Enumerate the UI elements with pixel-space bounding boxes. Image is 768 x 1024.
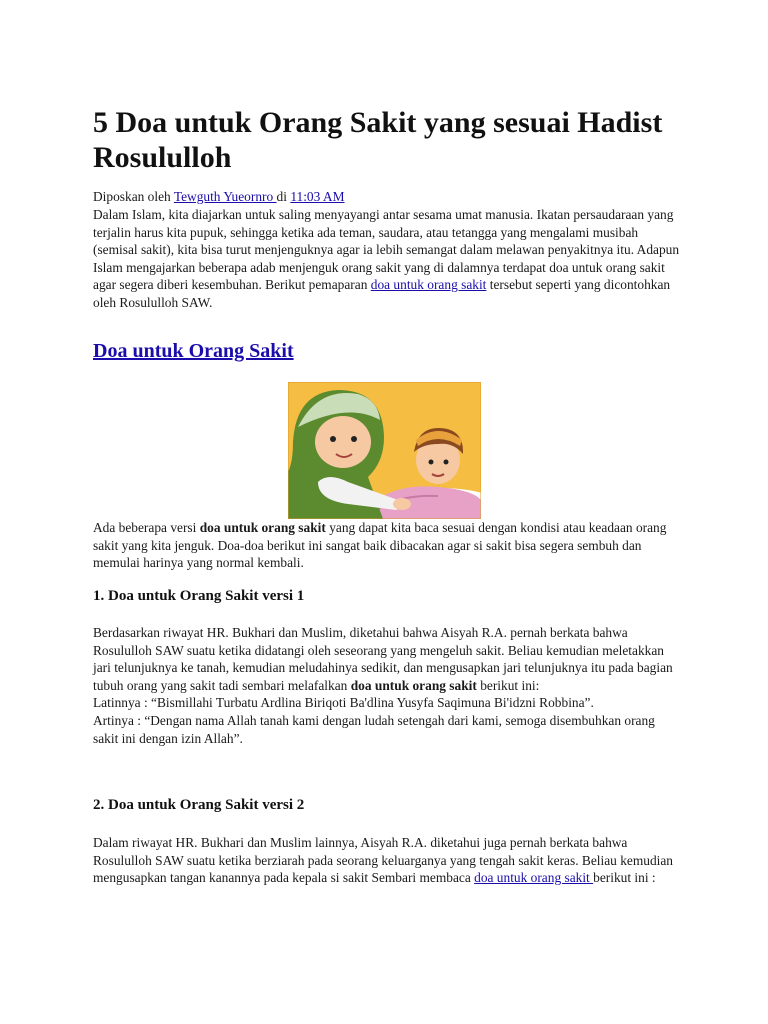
v2-text-2: berikut ini : bbox=[593, 870, 656, 886]
para2-bold: doa untuk orang sakit bbox=[199, 520, 326, 535]
author-link[interactable]: Tewguth Yueornro bbox=[173, 189, 277, 204]
post-time-link[interactable]: 11:03 AM bbox=[290, 189, 345, 204]
version1-heading: 1. Doa untuk Orang Sakit versi 1 bbox=[93, 588, 305, 604]
para2-text-1: Ada beberapa versi bbox=[93, 520, 200, 535]
page-title: 5 Doa untuk Orang Sakit yang sesuai Hadist Rosululloh bbox=[93, 106, 663, 174]
v1-text-2: berikut ini: bbox=[476, 677, 540, 693]
version2-paragraph bbox=[93, 834, 683, 887]
v1-bold: doa untuk orang sakit bbox=[350, 677, 477, 693]
version1-paragraph bbox=[93, 624, 683, 747]
v1-meaning: Artinya : “Dengan nama Allah tanah kami dengan ludah setengah dari kami, semoga disembuhkan orang sakit ini dengan izin Allah”. bbox=[93, 712, 655, 746]
illustration-visiting-sick-child-icon bbox=[288, 382, 481, 519]
intro-link[interactable]: doa untuk orang sakit bbox=[370, 277, 487, 293]
post-meta bbox=[93, 188, 683, 206]
intro-text-1: Dalam Islam, kita diajarkan untuk saling menyayangi antar sesama umat manusia. Ikatan persaudaraan yang terjalin harus kita pupuk, sehingga ketika ada teman, saudara, atau tetangga yang mengalami musibah (semisal sakit), kita bisa turut menjenguknya agar ia lebih semangat dalam melawan penyakitnya itu. Adapun Islam mengajarkan beberapa adab menjenguk orang sakit yang di dalamnya terdapat doa untuk orang sakit agar segera diberi kesembuhan. Berikut pemaparan bbox=[93, 207, 680, 293]
post-meta-middle: di bbox=[276, 189, 291, 204]
v1-latin: Latinnya : “Bismillahi Turbatu Ardlina Biriqoti Ba'dlina Yusyfa Saqimuna Bi'idzni Robbina”. bbox=[93, 695, 594, 711]
intro-paragraph bbox=[93, 206, 683, 312]
para2-text-2: yang dapat kita baca sesuai dengan kondisi atau keadaan orang sakit yang kita jenguk. Doa-doa berikut ini sangat baik dibacakan agar si sakit bisa segera sembuh dan memulai harinya yang normal kembali. bbox=[93, 520, 667, 571]
version2-heading: 2. Doa untuk Orang Sakit versi 2 bbox=[93, 797, 305, 813]
v1-text-1: Berdasarkan riwayat HR. Bukhari dan Muslim, diketahui bahwa Aisyah R.A. pernah berkata bahwa Rosululloh SAW suatu ketika didatangi oleh seseorang yang mengeluh sakit. Beliau kemudian meletakkan jari telunjuknya ke tanah, kemudian meludahinya sedikit, dan mengusapkan jari telunjuknya itu pada bagian tubuh orang yang sakit tadi sembari melafalkan bbox=[93, 625, 673, 693]
paragraph-versions bbox=[93, 519, 683, 572]
intro-text-2: tersebut seperti yang dicontohkan oleh Rosululloh SAW. bbox=[93, 277, 671, 310]
v2-text-1: Dalam riwayat HR. Bukhari dan Muslim lainnya, Aisyah R.A. diketahui juga pernah berkata bahwa Rosululloh SAW suatu ketika berziarah pada seorang keluarganya yang tengah sakit keras. Beliau kemudian mengusapkan tangan kanannya pada kepala si sakit Sembari membaca bbox=[93, 835, 674, 886]
section-heading-link[interactable]: Doa untuk Orang Sakit bbox=[93, 340, 294, 362]
v2-link[interactable]: doa untuk orang sakit bbox=[474, 870, 594, 886]
post-meta-prefix: Diposkan oleh bbox=[93, 189, 174, 204]
